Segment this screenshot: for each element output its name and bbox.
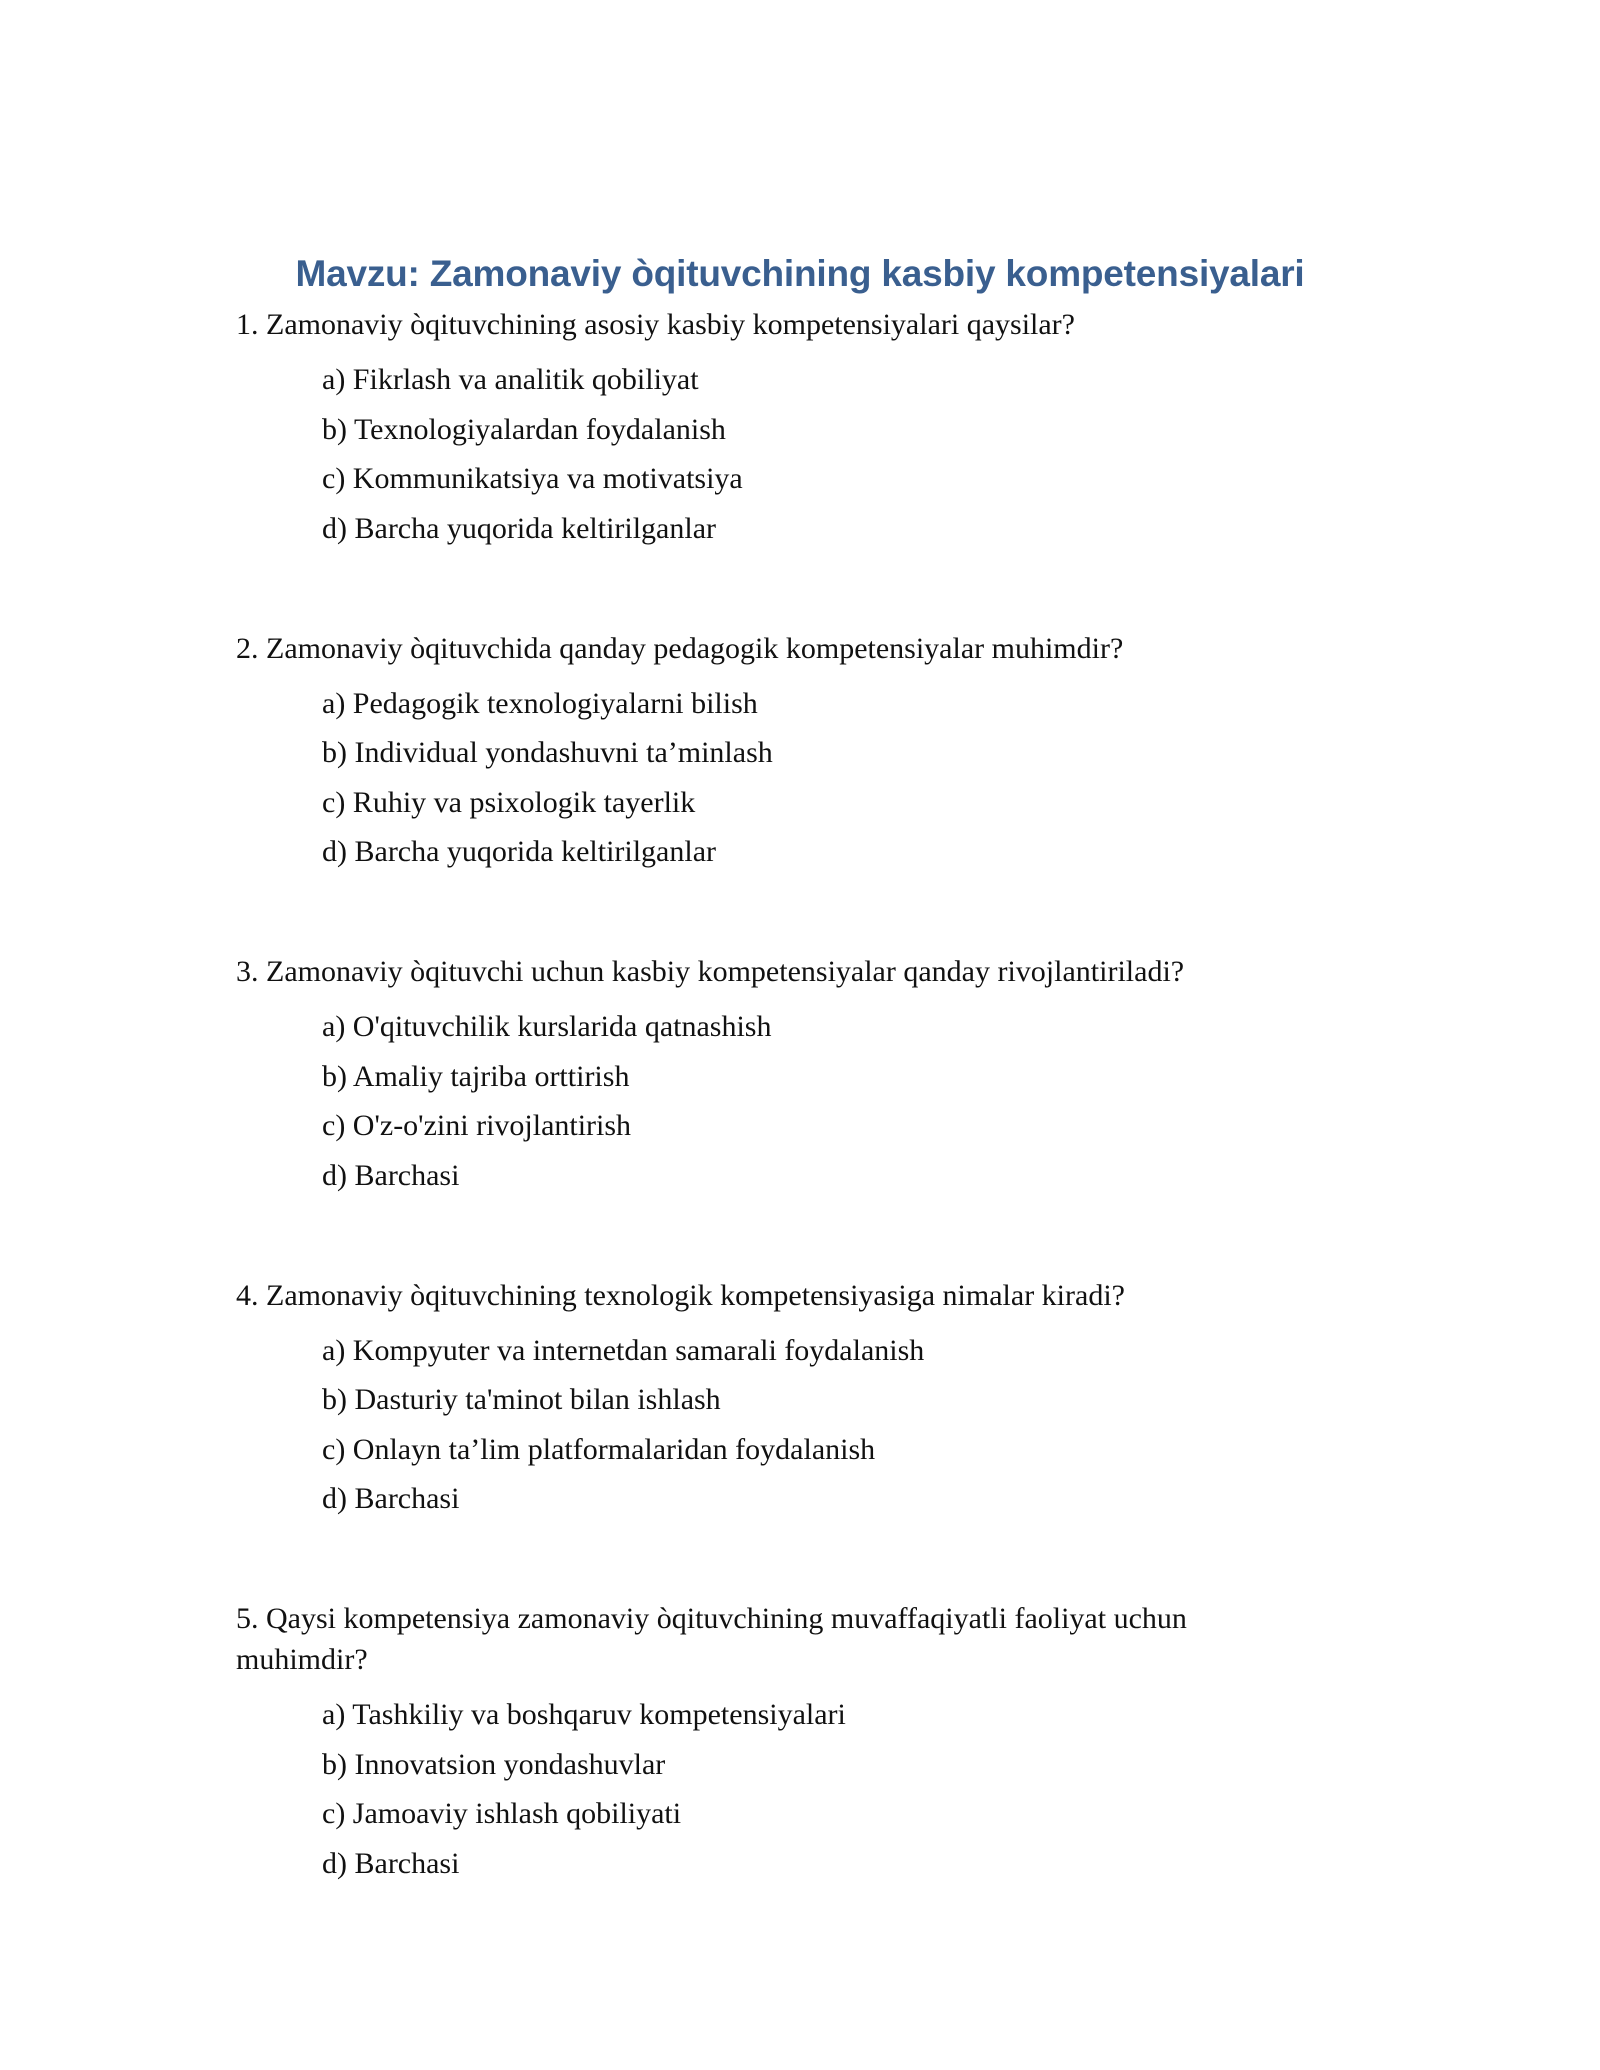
- option-list: [236, 685, 1286, 872]
- option-a: a) Pedagogik texnologiyalarni bilish: [322, 686, 758, 720]
- option-a: a) O'qituvchilik kurslarida qatnashish: [322, 1010, 772, 1043]
- question-4: [236, 1275, 1286, 1519]
- option-list: [236, 1008, 1286, 1195]
- option-a: a) Fikrlash va analitik qobiliyat: [322, 363, 699, 396]
- question-text: 3. Zamonaviy òqituvchi uchun kasbiy kompetensiyalar qanday rivojlantiriladi?: [236, 955, 1185, 988]
- question-text: 1. Zamonaviy òqituvchining asosiy kasbiy kompetensiyalari qaysilar?: [236, 308, 1075, 341]
- option-list: [236, 1696, 1286, 1883]
- option-c: c) Ruhiy va psixologik tayerlik: [322, 785, 696, 819]
- option-b: b) Innovatsion yondashuvlar: [322, 1747, 666, 1781]
- option-d: d) Barchasi: [322, 1158, 460, 1192]
- question-3: [236, 951, 1286, 1195]
- question-text: 2. Zamonaviy òqituvchida qanday pedagogik kompetensiyalar muhimdir?: [236, 631, 1124, 665]
- question-2: [236, 628, 1286, 872]
- option-c: c) Kommunikatsiya va motivatsiya: [322, 462, 743, 495]
- option-d: d) Barchasi: [322, 1482, 460, 1515]
- option-b: b) Texnologiyalardan foydalanish: [322, 412, 726, 446]
- option-c: c) Onlayn ta’lim platformalaridan foydalanish: [322, 1432, 876, 1466]
- option-list: [236, 1332, 1286, 1519]
- option-b: b) Dasturiy ta'minot bilan ishlash: [322, 1383, 721, 1416]
- option-b: b) Individual yondashuvni ta’minlash: [322, 736, 773, 769]
- option-d: d) Barchasi: [322, 1846, 460, 1880]
- option-c: c) O'z-o'zini rivojlantirish: [322, 1109, 632, 1142]
- option-d: d) Barcha yuqorida keltirilganlar: [322, 835, 717, 868]
- option-a: a) Kompyuter va internetdan samarali foydalanish: [322, 1333, 925, 1367]
- question-text: 4. Zamonaviy òqituvchining texnologik kompetensiyasiga nimalar kiradi?: [236, 1278, 1125, 1312]
- option-d: d) Barcha yuqorida keltirilganlar: [322, 511, 717, 545]
- document-title: Mavzu: Zamonaviy òqituvchining kasbiy kompetensiyalari: [295, 253, 1305, 294]
- question-5: [236, 1598, 1286, 1883]
- question-1: [236, 304, 1286, 548]
- option-a: a) Tashkiliy va boshqaruv kompetensiyalari: [322, 1698, 846, 1731]
- option-list: [236, 361, 1286, 548]
- option-b: b) Amaliy tajriba orttirish: [322, 1059, 630, 1093]
- question-text: 5. Qaysi kompetensiya zamonaviy òqituvchining muvaffaqiyatli faoliyat uchun muhimdir?: [236, 1602, 1187, 1676]
- question-list: [236, 304, 1286, 1963]
- option-c: c) Jamoaviy ishlash qobiliyati: [322, 1797, 682, 1830]
